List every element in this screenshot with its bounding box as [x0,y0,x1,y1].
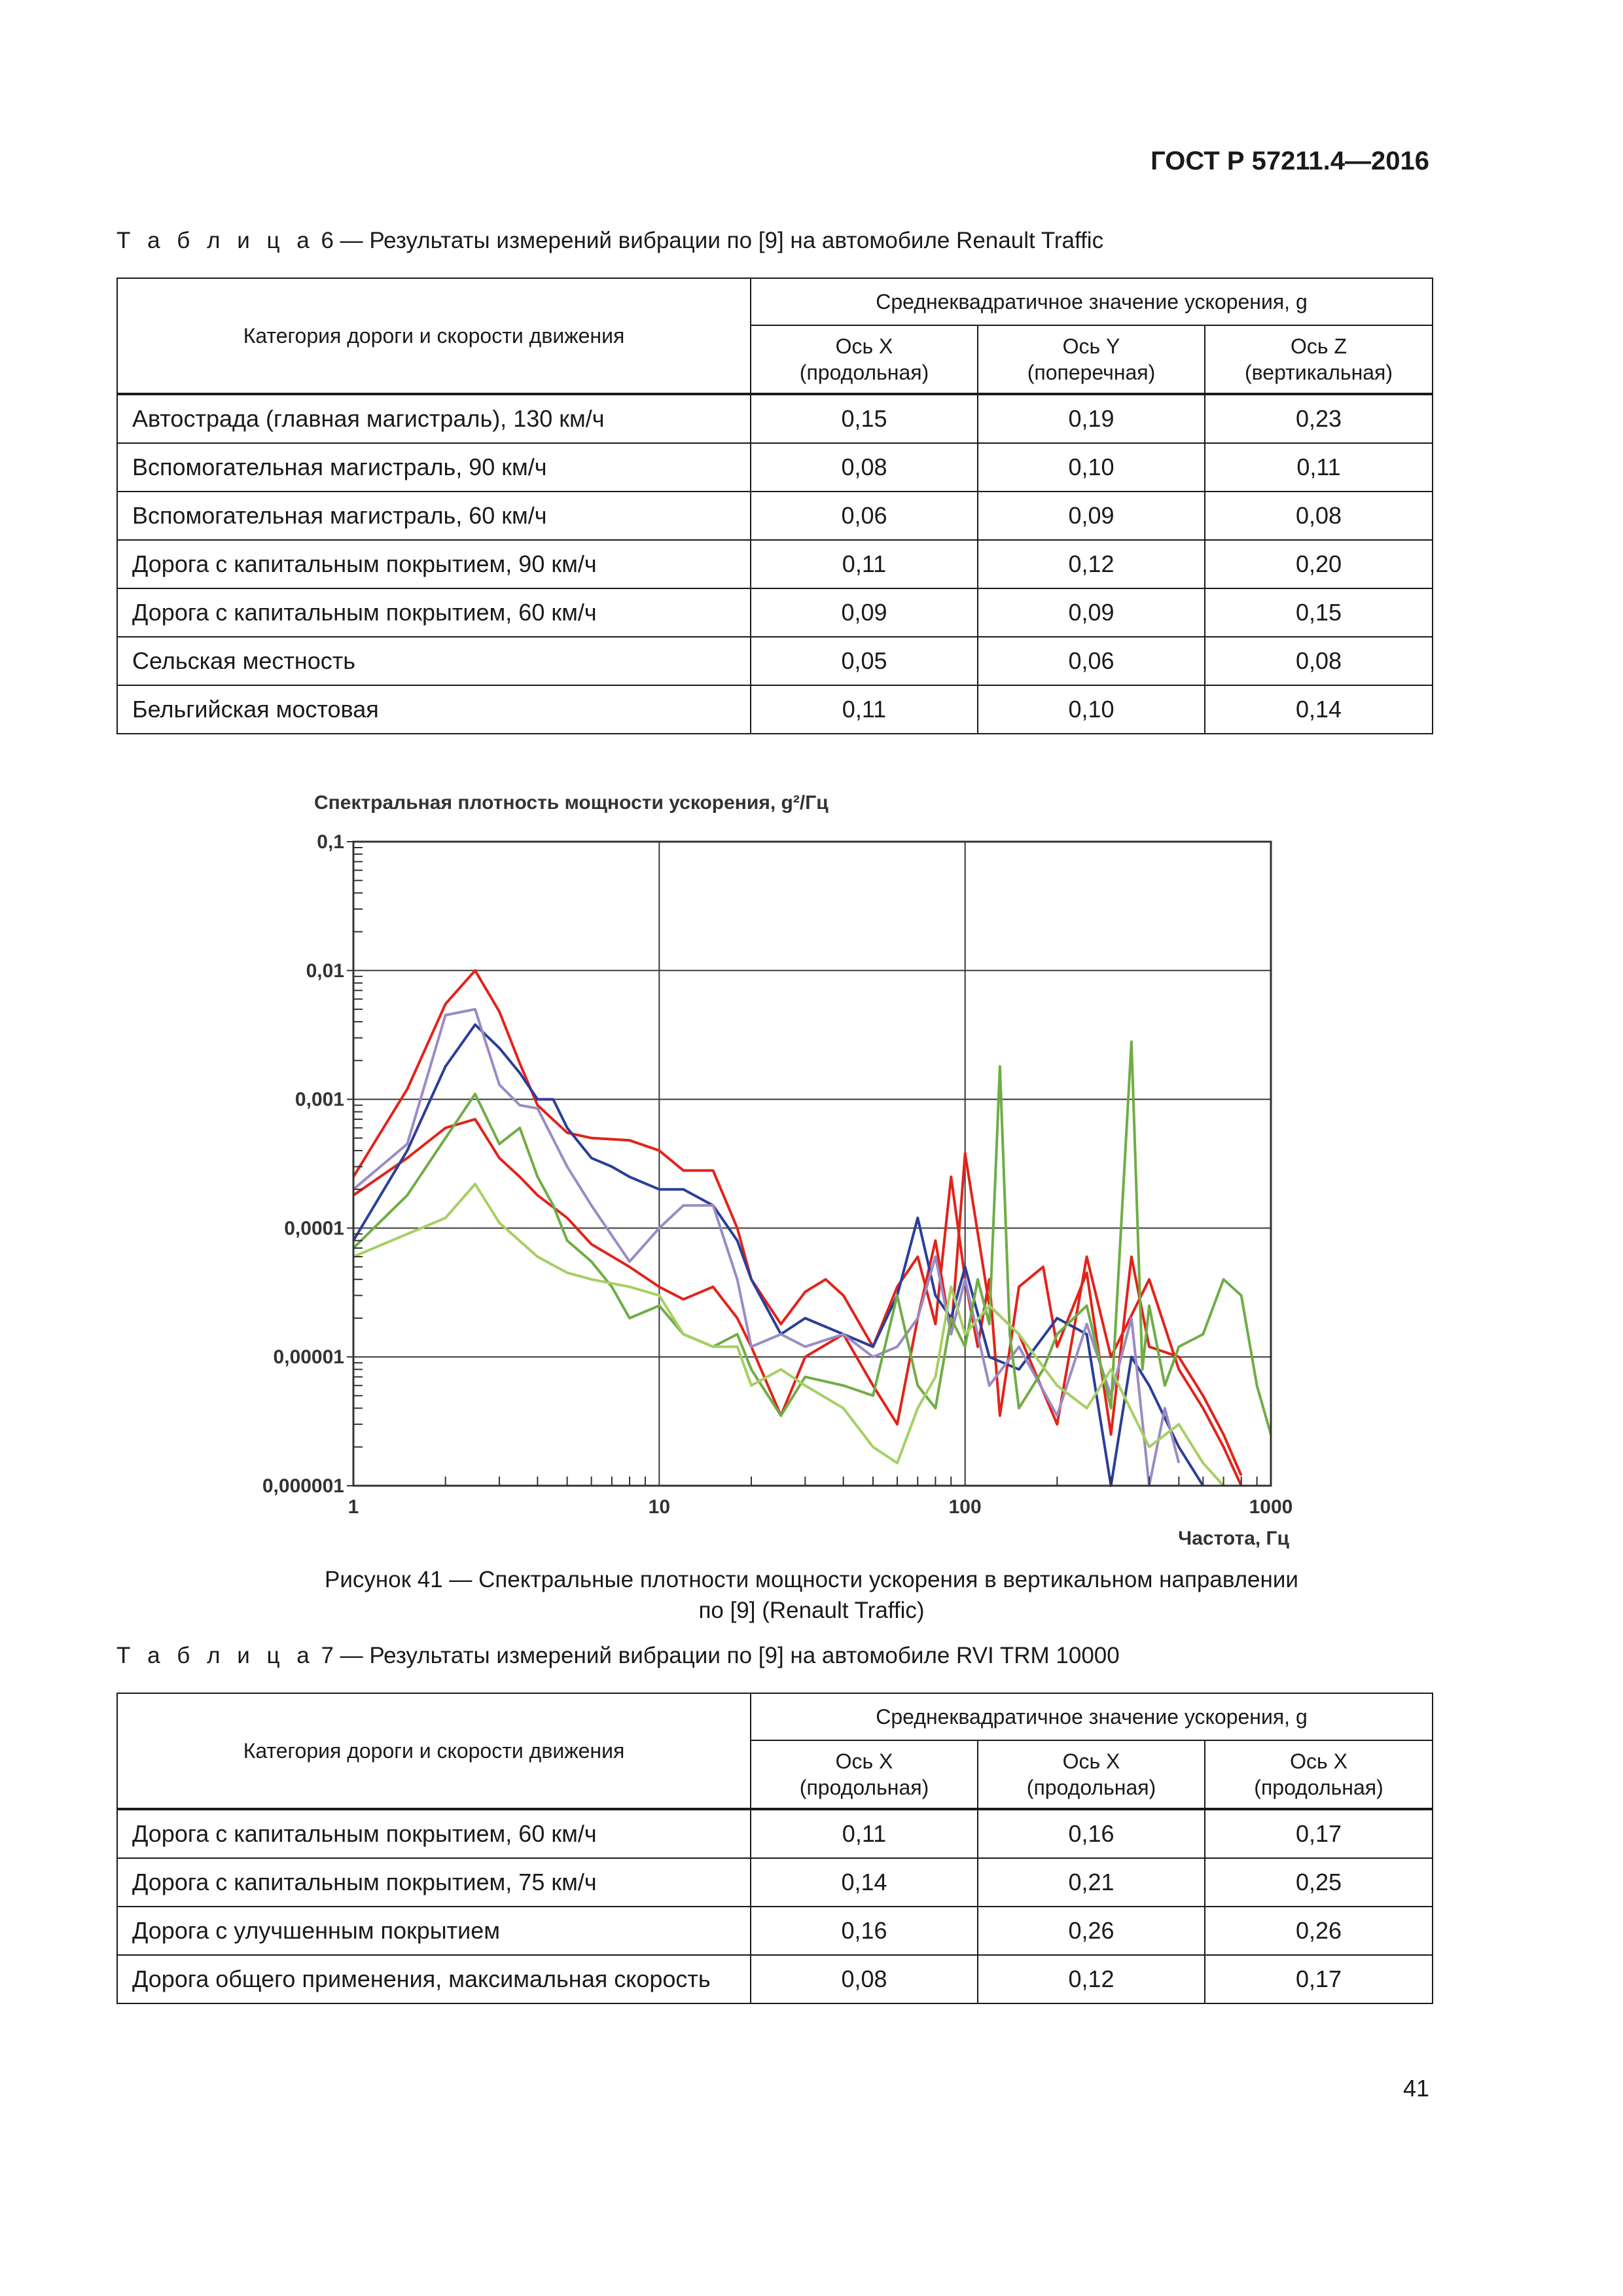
cell-z: 0,14 [1205,685,1433,734]
cell-y: 0,16 [978,1809,1205,1858]
table6-header-group: Среднеквадратичное значение ускорения, g [751,278,1433,325]
series-line [353,1042,1271,1435]
table6-header-axis [751,325,978,394]
cell-z: 0,08 [1205,492,1433,540]
table7 [116,1693,1433,2004]
row-category: Дорога с капитальным покрытием, 60 км/ч [117,588,751,637]
y-tick-label: 0,1 [317,831,344,853]
axis-desc: (вертикальная) [1245,361,1393,384]
row-category: Вспомогательная магистраль, 60 км/ч [117,492,751,540]
x-tick-label: 100 [948,1496,982,1518]
row-category: Дорога с капитальным покрытием, 60 км/ч [117,1809,751,1858]
table-row [117,492,1433,540]
cell-y: 0,26 [978,1907,1205,1955]
y-tick-label: 0,01 [306,960,344,982]
row-category: Бельгийская мостовая [117,685,751,734]
row-category: Вспомогательная магистраль, 90 км/ч [117,443,751,492]
cell-y: 0,19 [978,394,1205,443]
table-row [117,1809,1433,1858]
table7-header-axis [978,1740,1205,1809]
table7-body [117,1809,1433,2003]
cell-y: 0,12 [978,1955,1205,2003]
table7-header-category: Категория дороги и скорости движения [117,1693,751,1809]
table6-body [117,394,1433,734]
table7-header-axis [751,1740,978,1809]
table-row [117,443,1433,492]
cell-x: 0,05 [751,637,978,685]
table-row [117,540,1433,588]
table-row [117,1907,1433,1955]
table7-title-text: 7 — Результаты измерений вибрации по [9] на автомобиле RVI TRM 10000 [314,1643,1120,1668]
axis-desc: (поперечная) [1027,361,1156,384]
row-category: Дорога общего применения, максимальная скорость [117,1955,751,2003]
axis-name: Ось X [1062,1749,1120,1773]
figure41-caption [0,1564,1623,1626]
cell-z: 0,08 [1205,637,1433,685]
series-line [353,1009,1179,1486]
cell-y: 0,09 [978,492,1205,540]
table6-title [116,228,1103,254]
table-row [117,637,1433,685]
cell-z: 0,20 [1205,540,1433,588]
table-row [117,1955,1433,2003]
table-row [117,588,1433,637]
y-tick-label: 0,001 [294,1088,344,1111]
document-code: ГОСТ Р 57211.4—2016 [1150,147,1429,175]
table6 [116,278,1433,734]
x-tick-label: 10 [648,1496,671,1518]
page-number: 41 [1402,2075,1429,2102]
psd-chart [249,784,1302,1550]
cell-z: 0,25 [1205,1858,1433,1907]
table-row [117,394,1433,443]
axis-name: Ось X [835,334,893,358]
cell-y: 0,10 [978,685,1205,734]
cell-x: 0,14 [751,1858,978,1907]
table7-title [116,1643,1120,1669]
x-tick-label: 1000 [1249,1496,1293,1518]
cell-x: 0,08 [751,1955,978,2003]
table-row [117,1858,1433,1907]
table7-header-axis [1205,1740,1433,1809]
axis-name: Ось Z [1291,334,1347,358]
cell-x: 0,11 [751,540,978,588]
axis-name: Ось X [1290,1749,1347,1773]
cell-z: 0,15 [1205,588,1433,637]
cell-z: 0,23 [1205,394,1433,443]
row-category: Дорога с улучшенным покрытием [117,1907,751,1955]
axis-desc: (продольная) [799,361,929,384]
chart-axes [262,831,1293,1518]
axis-desc: (продольная) [1026,1776,1156,1799]
row-category: Автострада (главная магистраль), 130 км/ч [117,394,751,443]
cell-y: 0,06 [978,637,1205,685]
table7-lead: Т а б л и ц а [116,1643,315,1668]
cell-x: 0,09 [751,588,978,637]
table6-header-category: Категория дороги и скорости движения [117,278,751,394]
y-tick-label: 0,0001 [284,1217,344,1240]
cell-x: 0,15 [751,394,978,443]
table6-lead: Т а б л и ц а [116,228,315,253]
cell-z: 0,11 [1205,443,1433,492]
x-tick-label: 1 [348,1496,359,1518]
cell-y: 0,12 [978,540,1205,588]
cell-z: 0,26 [1205,1907,1433,1955]
axis-name: Ось Y [1062,334,1120,358]
series-line [353,1025,1203,1486]
axis-desc: (продольная) [1254,1776,1383,1799]
cell-x: 0,06 [751,492,978,540]
cell-y: 0,21 [978,1858,1205,1907]
table7-header-group: Среднеквадратичное значение ускорения, g [751,1693,1433,1740]
table-row [117,685,1433,734]
table6-header-axis [978,325,1205,394]
caption-line2: по [9] (Renault Traffic) [698,1598,925,1624]
axis-name: Ось X [835,1749,893,1773]
caption-line1: Рисунок 41 — Спектральные плотности мощности ускорения в вертикальном направлении [325,1567,1298,1592]
cell-x: 0,11 [751,1809,978,1858]
table6-header-axis [1205,325,1433,394]
cell-y: 0,09 [978,588,1205,637]
axis-desc: (продольная) [799,1776,929,1799]
cell-x: 0,08 [751,443,978,492]
cell-x: 0,16 [751,1907,978,1955]
cell-z: 0,17 [1205,1955,1433,2003]
figure41 [249,784,1302,1550]
chart-y-axis-label: Спектральная плотность мощности ускорения, g²/Гц [314,792,829,814]
y-tick-label: 0,000001 [262,1475,344,1497]
cell-x: 0,11 [751,685,978,734]
cell-y: 0,10 [978,443,1205,492]
row-category: Сельская местность [117,637,751,685]
row-category: Дорога с капитальным покрытием, 90 км/ч [117,540,751,588]
y-tick-label: 0,00001 [273,1346,344,1369]
chart-x-axis-label: Частота, Гц [1178,1528,1289,1549]
row-category: Дорога с капитальным покрытием, 75 км/ч [117,1858,751,1907]
cell-z: 0,17 [1205,1809,1433,1858]
table6-title-text: 6 — Результаты измерений вибрации по [9] на автомобиле Renault Traffic [314,228,1104,253]
